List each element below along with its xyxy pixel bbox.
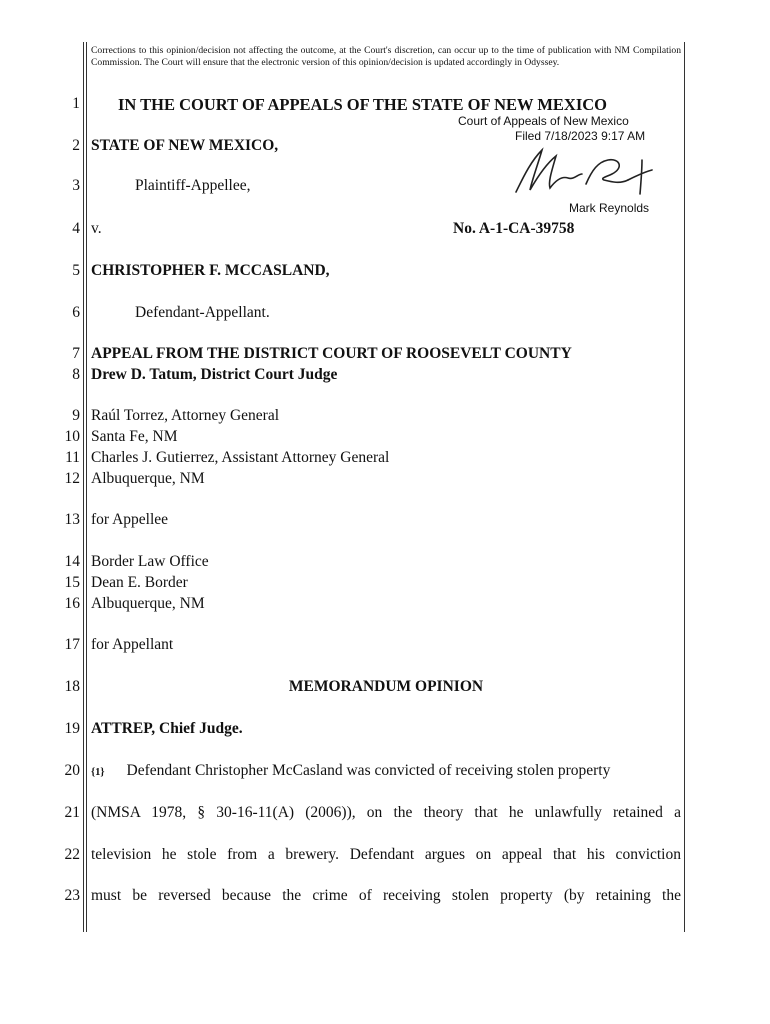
case-number: No. A-1-CA-39758 bbox=[453, 220, 575, 237]
line-number: 13 bbox=[64, 511, 80, 528]
defendant-role: Defendant-Appellant. bbox=[135, 304, 270, 321]
line-number: 16 bbox=[64, 595, 80, 612]
opinion-title: MEMORANDUM OPINION bbox=[288, 678, 484, 695]
margin-rule-right bbox=[684, 42, 685, 932]
line-number: 17 bbox=[64, 636, 80, 653]
margin-rule-left bbox=[83, 42, 84, 932]
filing-stamp-signer: Mark Reynolds bbox=[569, 201, 650, 215]
line-number: 9 bbox=[72, 407, 80, 424]
body-line: television he stole from a brewery. Defendant argues on appeal that his conviction bbox=[91, 846, 681, 863]
clerk-signature bbox=[508, 140, 658, 202]
line-number: 21 bbox=[64, 804, 80, 821]
line-number: 18 bbox=[64, 678, 80, 695]
filing-stamp-court: Court of Appeals of New Mexico bbox=[458, 114, 629, 128]
line-number: 6 bbox=[72, 304, 80, 321]
body-text: Defendant Christopher McCasland was convicted of receiving stolen property bbox=[126, 762, 611, 779]
filing-stamp-date: Filed 7/18/2023 9:17 AM bbox=[515, 129, 646, 143]
appellant-counsel-line: Dean E. Border bbox=[91, 574, 188, 591]
line-number: 5 bbox=[72, 262, 80, 279]
corrections-notice: Corrections to this opinion/decision not affecting the outcome, at the Court's discretion, can occur up to the time of publication with NM Compilation Commission. The Court will ensure that the electronic version of this opinion/decision is updated accordingly in Odyssey. bbox=[91, 45, 681, 68]
body-line: (NMSA 1978, § 30-16-11(A) (2006)), on the theory that he unlawfully retained a bbox=[91, 804, 681, 821]
trial-judge: Drew D. Tatum, District Court Judge bbox=[91, 366, 338, 383]
line-number: 14 bbox=[64, 553, 80, 570]
plaintiff-role: Plaintiff-Appellee, bbox=[135, 177, 251, 194]
appeal-court: APPEAL FROM THE DISTRICT COURT OF ROOSEVELT COUNTY bbox=[91, 345, 572, 362]
line-number: 1 bbox=[72, 95, 80, 112]
plaintiff-name: STATE OF NEW MEXICO, bbox=[91, 137, 279, 154]
line-number: 12 bbox=[64, 470, 80, 487]
for-appellee: for Appellee bbox=[91, 511, 169, 528]
body-line bbox=[91, 762, 681, 780]
appellee-counsel-line: Santa Fe, NM bbox=[91, 428, 178, 445]
paragraph-marker: {1} bbox=[91, 767, 105, 778]
appellee-counsel-line: Charles J. Gutierrez, Assistant Attorney General bbox=[91, 449, 390, 466]
line-number: 22 bbox=[64, 846, 80, 863]
margin-rule-left-inner bbox=[86, 42, 87, 932]
line-number: 2 bbox=[72, 137, 80, 154]
defendant-name: CHRISTOPHER F. MCCASLAND, bbox=[91, 262, 330, 279]
body-line: must be reversed because the crime of receiving stolen property (by retaining the bbox=[91, 887, 681, 904]
for-appellant: for Appellant bbox=[91, 636, 174, 653]
line-number: 10 bbox=[64, 428, 80, 445]
line-number: 8 bbox=[72, 366, 80, 383]
appellant-counsel-line: Albuquerque, NM bbox=[91, 595, 205, 612]
versus: v. bbox=[91, 220, 102, 237]
line-number: 23 bbox=[64, 887, 80, 904]
opinion-author: ATTREP, Chief Judge. bbox=[91, 720, 243, 737]
court-title: IN THE COURT OF APPEALS OF THE STATE OF NEW MEXICO bbox=[118, 95, 608, 114]
appellant-counsel-line: Border Law Office bbox=[91, 553, 209, 570]
line-number: 4 bbox=[72, 220, 80, 237]
line-number: 20 bbox=[64, 762, 80, 779]
line-number: 7 bbox=[72, 345, 80, 362]
line-number: 19 bbox=[64, 720, 80, 737]
line-number: 15 bbox=[64, 574, 80, 591]
line-number: 3 bbox=[72, 177, 80, 194]
line-number: 11 bbox=[65, 449, 80, 466]
appellee-counsel-line: Albuquerque, NM bbox=[91, 470, 205, 487]
appellee-counsel-line: Raúl Torrez, Attorney General bbox=[91, 407, 280, 424]
